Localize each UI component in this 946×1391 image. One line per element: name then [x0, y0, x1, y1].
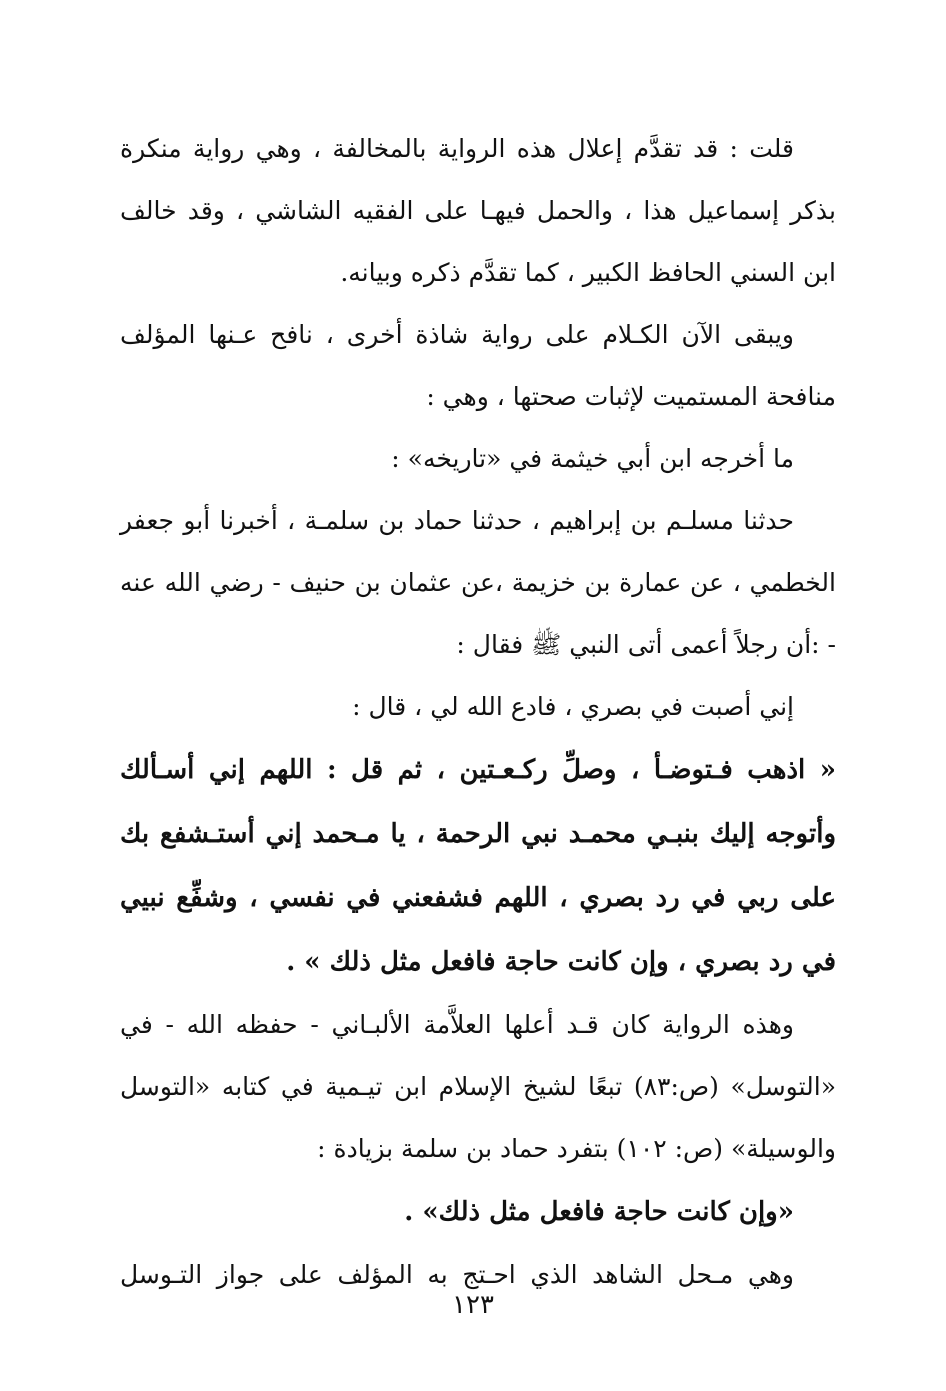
paragraph-9: وهي مـحل الشاهد الذي احـتج به المؤلف على جواز التـوسل — [120, 1260, 794, 1289]
paragraph-4: حدثنا مسلـم بن إبراهيم ، حدثنا حماد بن سلمـة ، أخبرنا أبو جعفر الخطمي ، عن عمارة بن خزيمة ،عن عثمان بن حنيف - رضي الله عنه - :أن رجلاً أعمى أتى النبي ﷺ فقال : — [120, 506, 836, 659]
paragraph-1: قلت : قد تقدَّم إعلال هذه الرواية بالمخالفة ، وهي رواية منكرة بذكر إسماعيل هذا ، والحمل فيهـا على الفقيه الشاشي ، وقد خالف ابن السني الحافظ الكبير ، كما تقدَّم ذكره وبيانه. — [120, 134, 836, 287]
page-text-body — [120, 118, 836, 1306]
paragraph-3: ما أخرجه ابن أبي خيثمة في «تاريخه» : — [391, 444, 794, 473]
page-number: ١٢٣ — [452, 1290, 494, 1320]
quoted-addition-bold: «وإن كانت حاجة فافعل مثل ذلك» . — [404, 1197, 794, 1227]
paragraph-2: ويبقى الآن الكـلام على رواية شاذة أخرى ، نافح عـنها المؤلف منافحة المستميت لإثبات صحتها ، وهي : — [120, 320, 836, 411]
paragraph-7: وهذه الرواية كان قـد أعلها العلاَّمة الألبـاني - حفظه الله - في «التوسل» (ص:٨٣) تبعًا لشيخ الإسلام ابن تيـمية في كتابه «التوسل والوسيلة» (ص: ١٠٢) بتفرد حماد بن سلمة بزيادة : — [120, 1010, 836, 1163]
hadith-text-bold: « اذهب فـتوضـأ ، وصلِّ ركـعـتين ، ثم قل : اللهم إني أسـألك وأتوجه إليك بنبـي محمـد نبي الرحمة ، يا مـحمد إني أستـشفع بك على ربي في رد بصري ، اللهم فشفعني في نفسي ، وشفِّع نبيي في رد بصري ، وإن كانت حاجة فافعل مثل ذلك » . — [120, 755, 836, 977]
paragraph-5: إني أصبت في بصري ، فادع الله لي ، قال : — [352, 692, 794, 721]
